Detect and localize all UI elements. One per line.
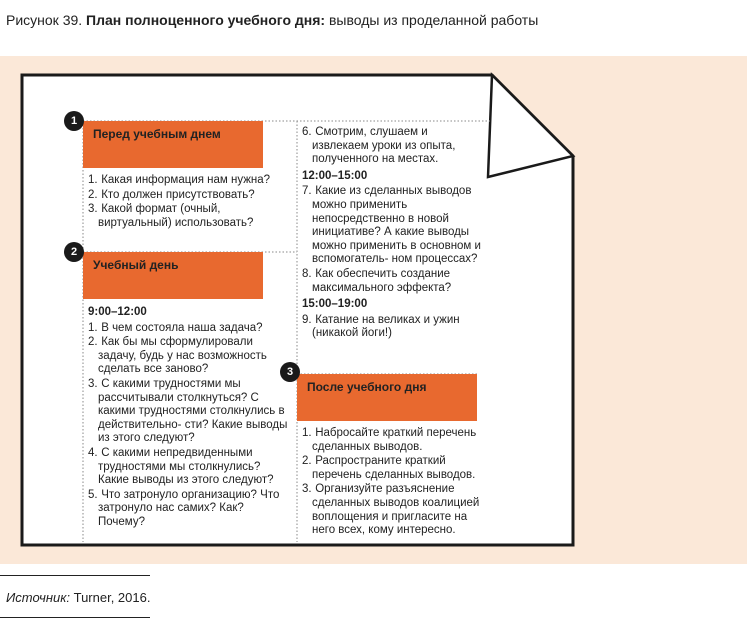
source-rule-top (0, 575, 150, 576)
list-item: 1. В чем состояла наша задача? (88, 321, 263, 334)
source-label: Источник: (6, 590, 70, 605)
list-item: 1. Какая информация нам нужна? (88, 174, 271, 186)
list-item: 3. С какими трудностями мы рассчитывали столкнуться? С какими трудностями столкнулись в действительно- сти? Какие выводы из этого следуют? (88, 377, 288, 445)
source-line (6, 590, 150, 605)
list-item: 5. Что затронуло организацию? Что затронуло нас самих? Как? Почему? (88, 488, 280, 528)
list-item: 7. Какие из сделанных выводов можно применить непосредственно в новой инициативе? А какие выводы можно применить в основном и вспомогатель- ном процессах? (302, 185, 481, 266)
list-item: 4. С какими непредвиденными трудностями мы столкнулись? Какие выводы из этого следуют? (88, 446, 274, 487)
section-2-list-left (88, 303, 288, 531)
section-1-list (88, 174, 288, 231)
time-slot-3: 15:00–19:00 (302, 298, 368, 311)
time-slot-1: 9:00–12:00 (88, 306, 147, 318)
list-item: 3. Организуйте разъяснение сделанных выводов коалицией воплощения и пригласите на него всех, кому интересно. (302, 483, 480, 537)
section-3-heading: После учебного дня (297, 374, 477, 421)
list-item: 2. Распространите краткий перечень сделанных выводов. (302, 455, 476, 481)
section-2-badge: 2 (64, 242, 84, 262)
section-1-badge: 1 (64, 111, 84, 131)
figure-title-rest: выводы из проделанной работы (325, 12, 539, 28)
list-item: 2. Кто должен присутствовать? (88, 188, 255, 201)
figure-title-prefix: Рисунок 39. (6, 12, 87, 28)
list-item: 6. Смотрим, слушаем и извлекаем уроки из опыта, полученного на местах. (302, 126, 456, 166)
section-3-list (302, 427, 482, 539)
list-item: 9. Катание на великах и ужин (никакой йоги!) (302, 313, 460, 340)
section-2-list-right (302, 126, 482, 342)
figure-title-bold: План полноценного учебного дня: (86, 12, 326, 28)
list-item: 2. Как бы мы сформулировали задачу, будь у нас возможность сделать все заново? (88, 336, 267, 376)
list-item: 8. Как обеспечить создание максимального эффекта? (302, 267, 452, 294)
section-3-badge: 3 (280, 362, 300, 382)
list-item: 3. Какой формат (очный, виртуальный) использовать? (88, 203, 254, 229)
source-rule-bottom (0, 617, 150, 618)
list-item: 1. Набросайте краткий перечень сделанных выводов. (302, 427, 477, 453)
time-slot-2: 12:00–15:00 (302, 169, 368, 182)
source-text: Turner, 2016. (70, 590, 151, 605)
section-2-heading: Учебный день (83, 252, 263, 299)
section-1-heading: Перед учебным днем (83, 121, 263, 168)
